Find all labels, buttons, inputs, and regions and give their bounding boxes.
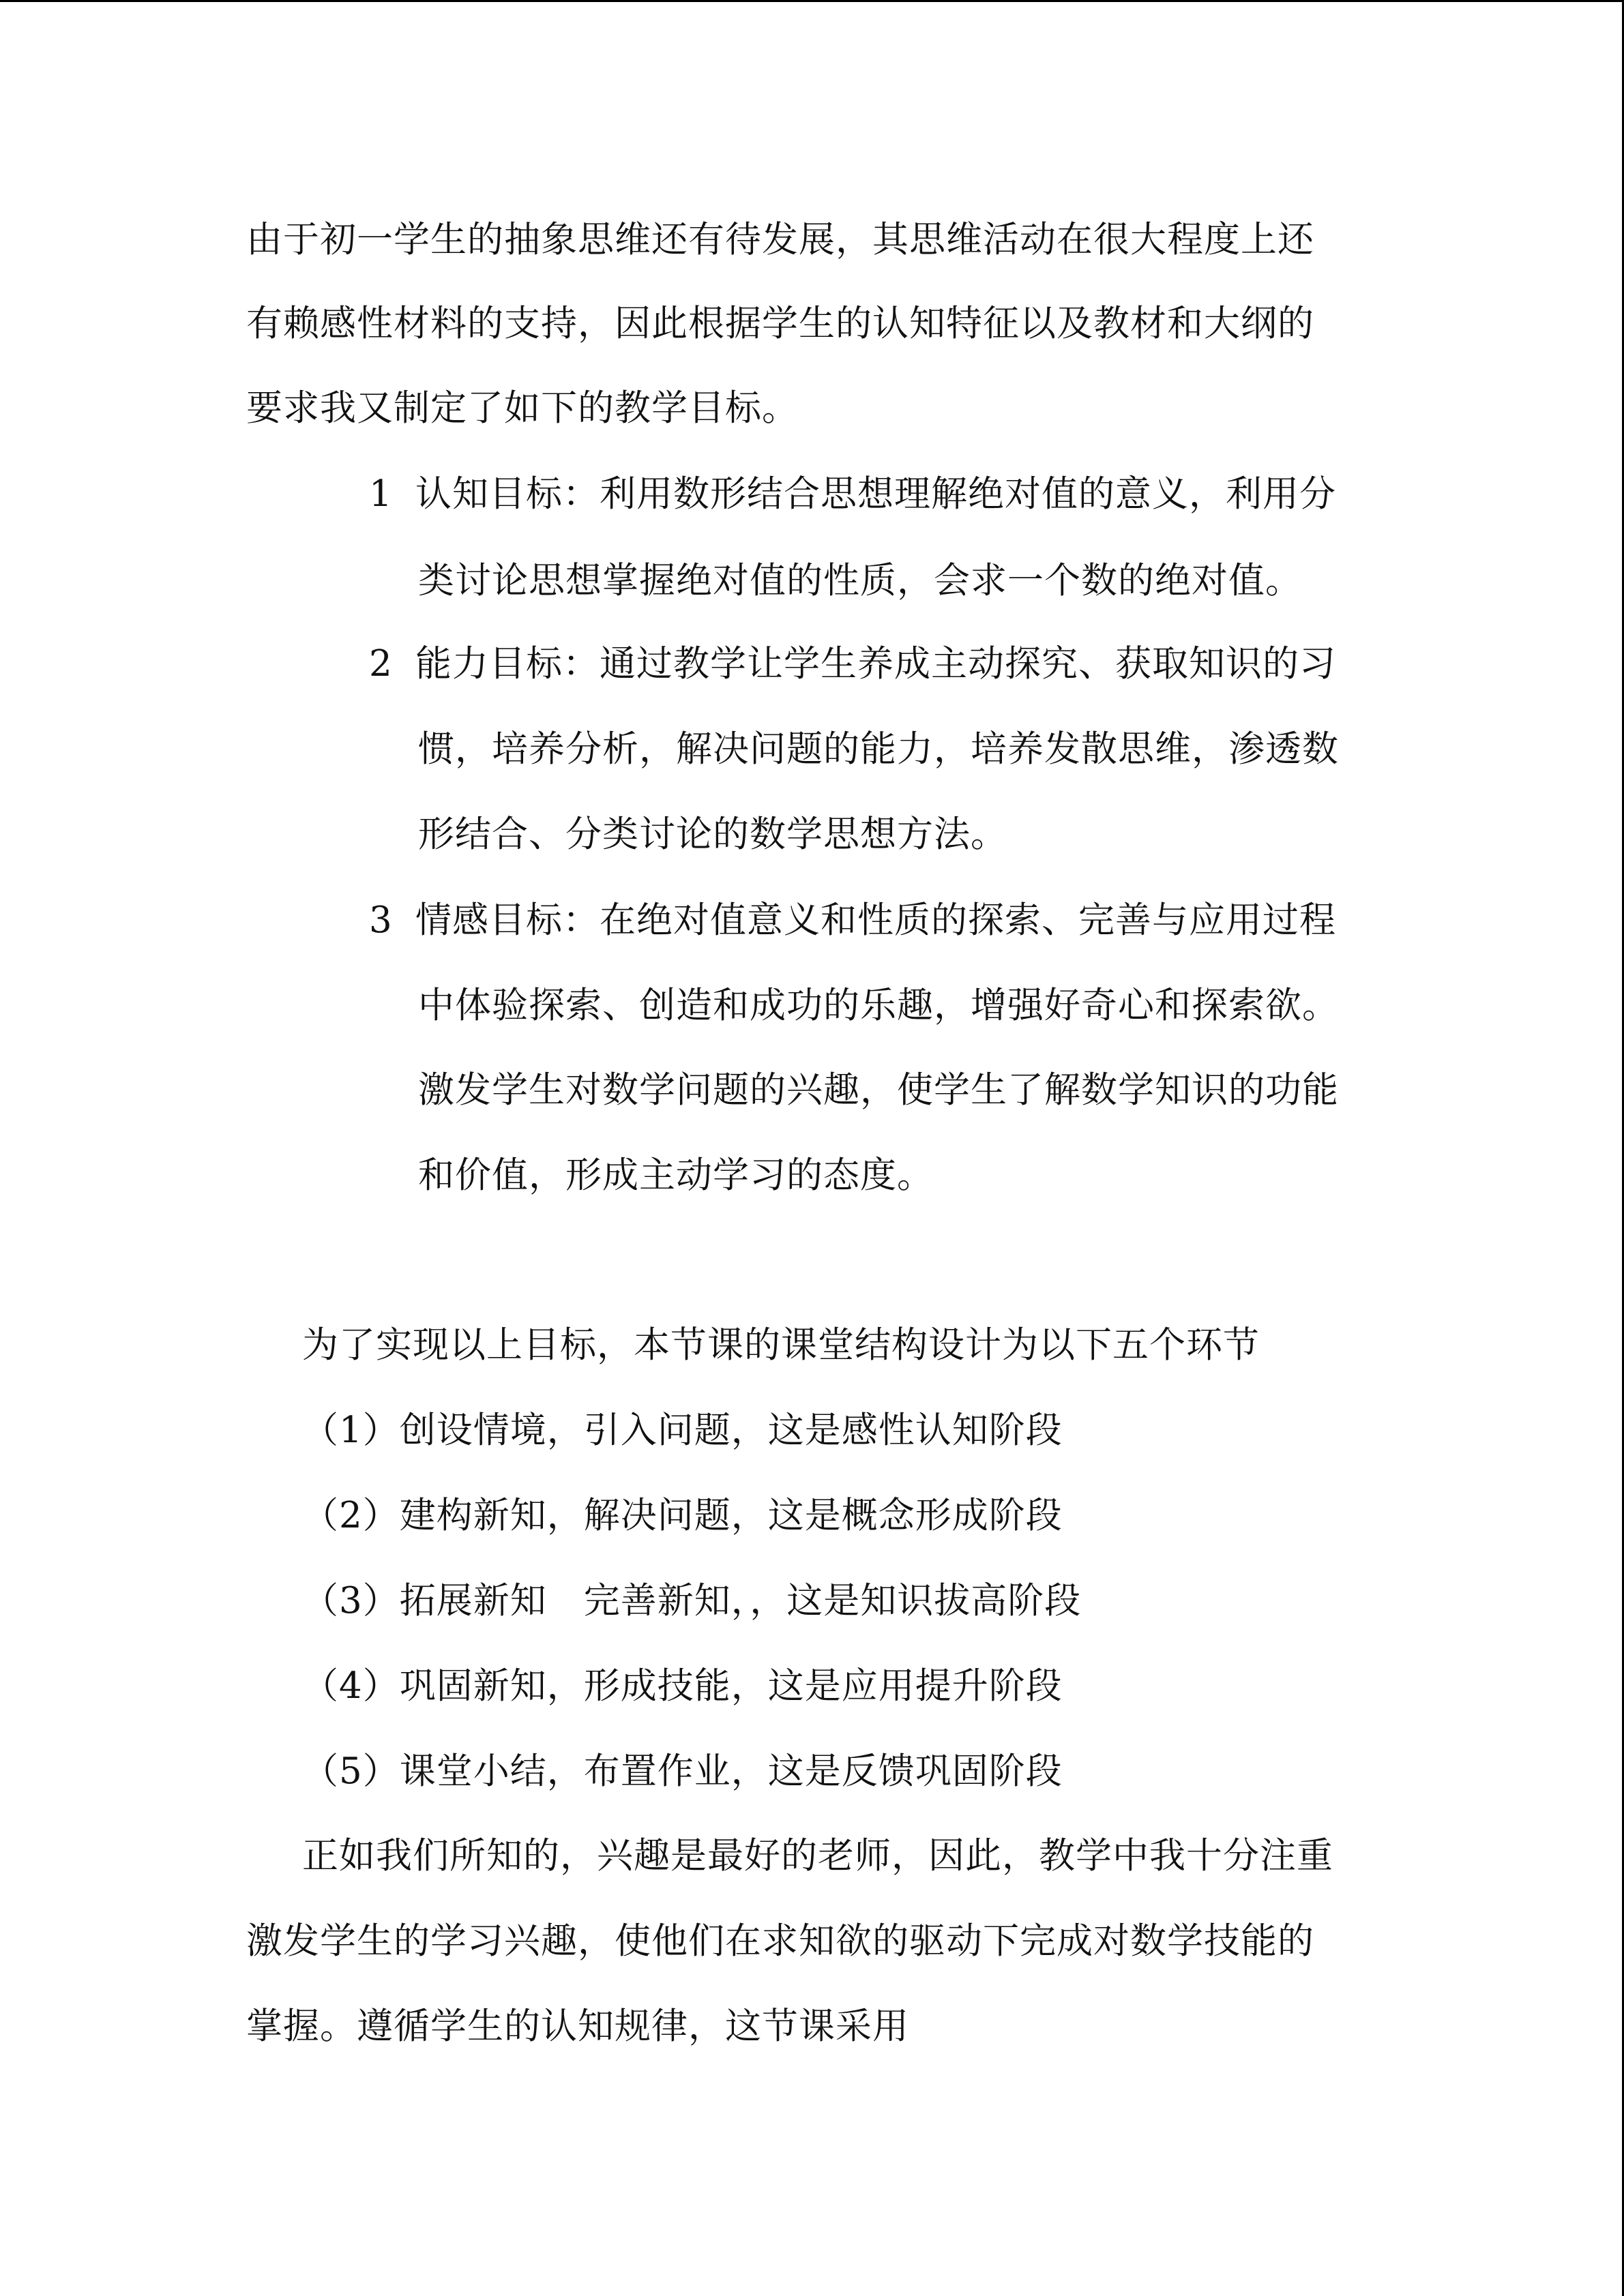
goal-3-line-4: 和价值，形成主动学习的态度。 [418,1154,934,1196]
structure-step-1: （1）创设情境，引入问题，这是感性认知阶段 [302,1410,1063,1451]
goal-1-number: 1 [369,473,393,515]
goal-2-line-3: 形结合、分类讨论的数学思想方法。 [418,814,1007,855]
intro-line-2: 有赖感性材料的支持，因此根据学生的认知特征以及教材和大纲的 [246,303,1314,344]
structure-intro: 为了实现以上目标，本节课的课堂结构设计为以下五个环节 [302,1324,1260,1366]
goal-3-text-1: 情感目标：在绝对值意义和性质的探索、完善与应用过程 [415,899,1336,941]
closing-line-3: 掌握。遵循学生的认知规律，这节课采用 [246,2006,909,2047]
page-top-border [0,0,1624,2]
intro-line-1: 由于初一学生的抽象思维还有待发展，其思维活动在很大程度上还 [246,219,1314,260]
structure-step-5: （5）课堂小结，布置作业，这是反馈巩固阶段 [302,1750,1063,1792]
structure-step-3: （3）拓展新知 完善新知，，这是知识拔高阶段 [302,1580,1082,1622]
intro-line-3: 要求我又制定了如下的教学目标。 [246,387,799,429]
goal-2-number: 2 [369,643,393,685]
goal-1-text-1: 认知目标：利用数形结合思想理解绝对值的意义，利用分 [415,473,1336,515]
goal-3-number: 3 [369,899,393,941]
goal-3-line-1 [369,899,1336,942]
closing-line-2: 激发学生的学习兴趣，使他们在求知欲的驱动下完成对数学技能的 [246,1920,1314,1962]
goal-3-line-3: 激发学生对数学问题的兴趣，使学生了解数学知识的功能 [418,1069,1339,1111]
goal-3-line-2: 中体验探索、创造和成功的乐趣，增强好奇心和探索欲。 [418,985,1339,1026]
structure-step-2: （2）建构新知，解决问题，这是概念形成阶段 [302,1495,1063,1536]
goal-2-text-1: 能力目标：通过教学让学生养成主动探究、获取知识的习 [415,643,1336,685]
goal-2-line-2: 惯，培养分析，解决问题的能力，培养发散思维，渗透数 [418,728,1339,770]
goal-1-line-1 [369,473,1336,516]
closing-line-1: 正如我们所知的，兴趣是最好的老师，因此，教学中我十分注重 [302,1835,1333,1877]
structure-step-4: （4）巩固新知，形成技能，这是应用提升阶段 [302,1665,1063,1707]
goal-1-line-2: 类讨论思想掌握绝对值的性质，会求一个数的绝对值。 [418,560,1302,601]
goal-2-line-1 [369,642,1336,686]
